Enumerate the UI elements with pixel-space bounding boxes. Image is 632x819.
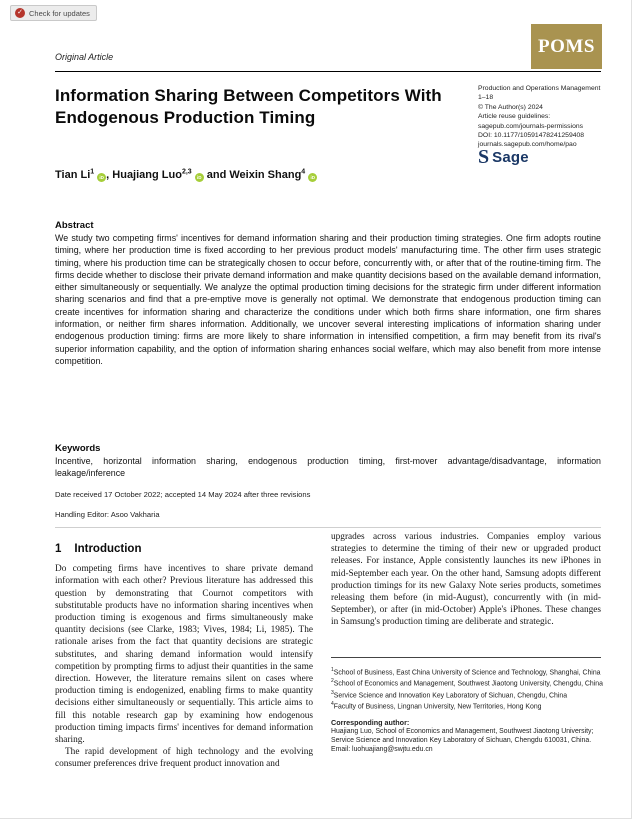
journal-reuse-guidelines: Article reuse guidelines: [478,113,551,121]
author-affiliation-sup: 4 [301,168,306,175]
crossmark-icon: ✓ [15,8,25,18]
authors-line [55,168,575,182]
sage-logo-mark: S [478,146,490,168]
section-number: 1 [55,543,62,555]
corresponding-author-heading: Corresponding author: [331,718,410,728]
orcid-icon[interactable]: iD [97,173,106,182]
author-separator: , [106,168,110,181]
author-2 [112,169,226,181]
footnote-text: Faculty of Business, Lingnan University, New Territories, Hong Kong [333,703,542,711]
orcid-icon[interactable]: iD [195,173,204,182]
section-heading-introduction [55,543,313,555]
abstract-text: We study two competing firms' incentives for demand information sharing and their production timing strategies. One firm adopts routine timing, where her production time is fixed according to her previous product models' manufacturing time. The other firm uses strategic timing, where his production time can be strategically chosen to occur before, concurrently with, or after that of the routine-timing firm. The firms decide whether to disclose their private demand information and make quantity decisions based on the available demand information, either simultaneously or sequentially. We analyze the optimal production timing decisions for the strategic firm under different information sharing scenarios and find that a pre-emptive move is generally not optimal. We demonstrate that endogenous production timing can create incentives for information sharing and characterize the conditions under which both firms share information, one firm shares information, or neither firm shares information. Additionally, we uncover several interesting implications of information sharing under endogenous production timing: firms are more likely to share information in intensified competition, a firm may benefit from its rival's superior information capability, and the option of information sharing enhances social welfare, which may also benefit from more intense competition. [55,233,601,366]
section-title: Introduction [74,543,142,555]
page-title: Information Sharing Between Competitors With Endogenous Production Timing [55,86,442,127]
journal-info-block [478,84,628,150]
author-1 [55,169,109,181]
footnote-text: School of Economics and Management, Southwest Jiaotong University, Chengdu, China [333,680,603,688]
footnote-divider [331,657,601,658]
corresponding-author-email[interactable]: Email: luohuajiang@swjtu.edu.cn [331,746,433,754]
footnote-text: Service Science and Innovation Key Laboratory of Sichuan, Chengdu, China [333,691,568,699]
journal-copyright: © The Author(s) 2024 [478,103,543,111]
check-for-updates-button[interactable] [10,5,97,21]
journal-doi: DOI: 10.1177/10591478241259408 [478,132,585,140]
author-name: Tian Li [55,168,91,181]
author-affiliation-sup: 1 [90,168,95,175]
affiliation-footnote [331,700,603,711]
header-divider [55,71,601,72]
author-affiliation-sup: 2,3 [181,168,192,175]
front-matter-divider [55,527,601,528]
orcid-icon[interactable]: iD [308,173,317,182]
affiliation-footnote [331,677,603,688]
sage-logo [478,148,529,166]
author-name: Weixin Shang [229,168,302,181]
journal-pages: 1–18 [478,94,494,102]
footnote-sup: 3 [331,689,334,696]
affiliation-footnote [331,666,603,677]
corresponding-author-text: Huajiang Luo, School of Economics and Management, Southwest Jiaotong University; Service Science and Innovation Key Laboratory of Sichuan, Chengdu 610031, China. [331,728,594,745]
footnote-sup: 1 [331,667,334,673]
affiliation-footnote [331,689,603,700]
author-3 [229,169,317,181]
intro-paragraph-2: The rapid development of high technology and the evolving consumer preferences drive frequent product innovation and [55,747,313,770]
journal-permissions-link[interactable]: sagepub.com/journals-permissions [478,122,584,130]
journal-home-link[interactable]: journals.sagepub.com/home/pao [478,141,577,149]
keywords-heading: Keywords [55,443,101,454]
author-name: Huajiang Luo [112,168,182,181]
footnotes-block [331,666,603,754]
footnote-sup: 4 [331,700,334,707]
keywords-text: Incentive, horizontal information sharing, endogenous production timing, first-mover advantage/disadvantage, information leakage/inference [55,456,601,478]
intro-right-column [331,531,601,629]
check-for-updates-label: Check for updates [29,8,90,18]
intro-paragraph-3: upgrades across various industries. Companies employ various strategies to determine the timing of their new or upgraded product releases. For instance, Apple consistently launches its new iPhones in mid-September each year. On the other hand, Samsung adopts different production timings for its new Galaxy Note series products, sometimes releasing them before (in mid-August), concurrently with (in mid-September), or after (in mid-October) Apple's iPhones. These changes in Samsung's production timing are deliberate and strategic. [331,532,601,628]
intro-left-column [55,543,313,771]
handling-editor-line: Handling Editor: Asoo Vakharia [55,510,160,519]
footnote-sup: 2 [331,678,334,685]
intro-paragraph-1: Do competing firms have incentives to share private demand information with each other? Previous literature has addressed this question by demonstrating that Cournot competitors with substitutable products have no information sharing incentives when production timing is exogenous and firms simultaneously make quantity decisions (see Clarke, 1983; Vives, 1984; Li, 1985). The rationale arises from the fact that quantity decisions are strategic substitutes, and sharing demand information would intensify competition by prompting firms to adjust their quantities in the same direction. However, the literature remains silent on cases where production timing is endogenized, enabling firms to make quantity decisions either simultaneously or sequentially. This article aims to fill this notable research gap by examining how endogenous production timing impacts firms' incentives for demand information sharing. [55,564,313,746]
abstract-heading: Abstract [55,220,94,231]
sage-logo-text: Sage [492,148,529,166]
author-separator: and [203,168,227,181]
date-received-line: Date received 17 October 2022; accepted 14 May 2024 after three revisions [55,490,311,499]
journal-name: Production and Operations Management [478,85,601,92]
poms-logo-text: POMS [538,35,595,57]
poms-logo [531,24,602,69]
article-type-label: Original Article [55,52,114,62]
footnote-text: School of Business, East China University of Science and Technology, Shanghai, China [333,669,601,677]
